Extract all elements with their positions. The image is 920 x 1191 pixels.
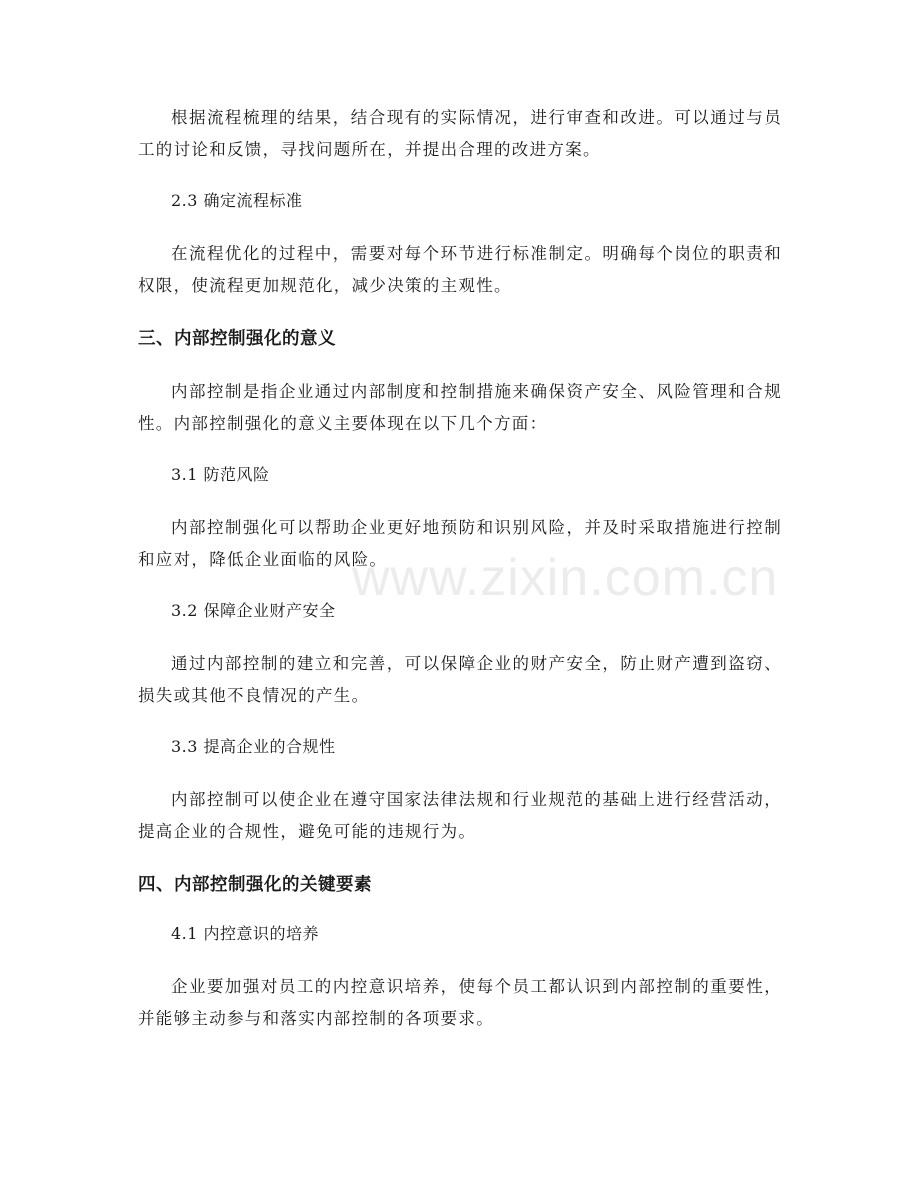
document-body — [138, 102, 782, 1058]
subsection-heading: 2.3 确定流程标准 — [171, 191, 303, 210]
paragraph: 通过内部控制的建立和完善，可以保障企业的财产安全，防止财产遭到盗窃、损失或其他不良情况的产生。 — [138, 654, 782, 705]
section-heading: 四、内部控制强化的关键要素 — [138, 875, 372, 895]
subsection-heading: 3.3 提高企业的合规性 — [171, 737, 336, 756]
paragraph: 根据流程梳理的结果，结合现有的实际情况，进行审查和改进。可以通过与员工的讨论和反馈，寻找问题所在，并提出合理的改进方案。 — [138, 108, 782, 159]
subsection-heading: 3.1 防范风险 — [171, 465, 270, 484]
paragraph: 内部控制是指企业通过内部制度和控制措施来确保资产安全、风险管理和合规性。内部控制强化的意义主要体现在以下几个方面： — [138, 382, 782, 433]
paragraph: 内部控制可以使企业在遵守国家法律法规和行业规范的基础上进行经营活动，提高企业的合规性，避免可能的违规行为。 — [138, 790, 782, 841]
paragraph: 企业要加强对员工的内控意识培养，使每个员工都认识到内部控制的重要性，并能够主动参与和落实内部控制的各项要求。 — [138, 977, 782, 1028]
paragraph: 在流程优化的过程中，需要对每个环节进行标准制定。明确每个岗位的职责和权限，使流程更加规范化，减少决策的主观性。 — [138, 244, 782, 295]
subsection-heading: 4.1 内控意识的培养 — [171, 924, 320, 943]
subsection-heading: 3.2 保障企业财产安全 — [171, 601, 336, 620]
section-heading: 三、内部控制强化的意义 — [138, 329, 336, 349]
watermark: www.zixin.com.cn — [352, 549, 779, 607]
paragraph: 内部控制强化可以帮助企业更好地预防和识别风险，并及时采取措施进行控制和应对，降低企业面临的风险。 — [138, 518, 782, 569]
